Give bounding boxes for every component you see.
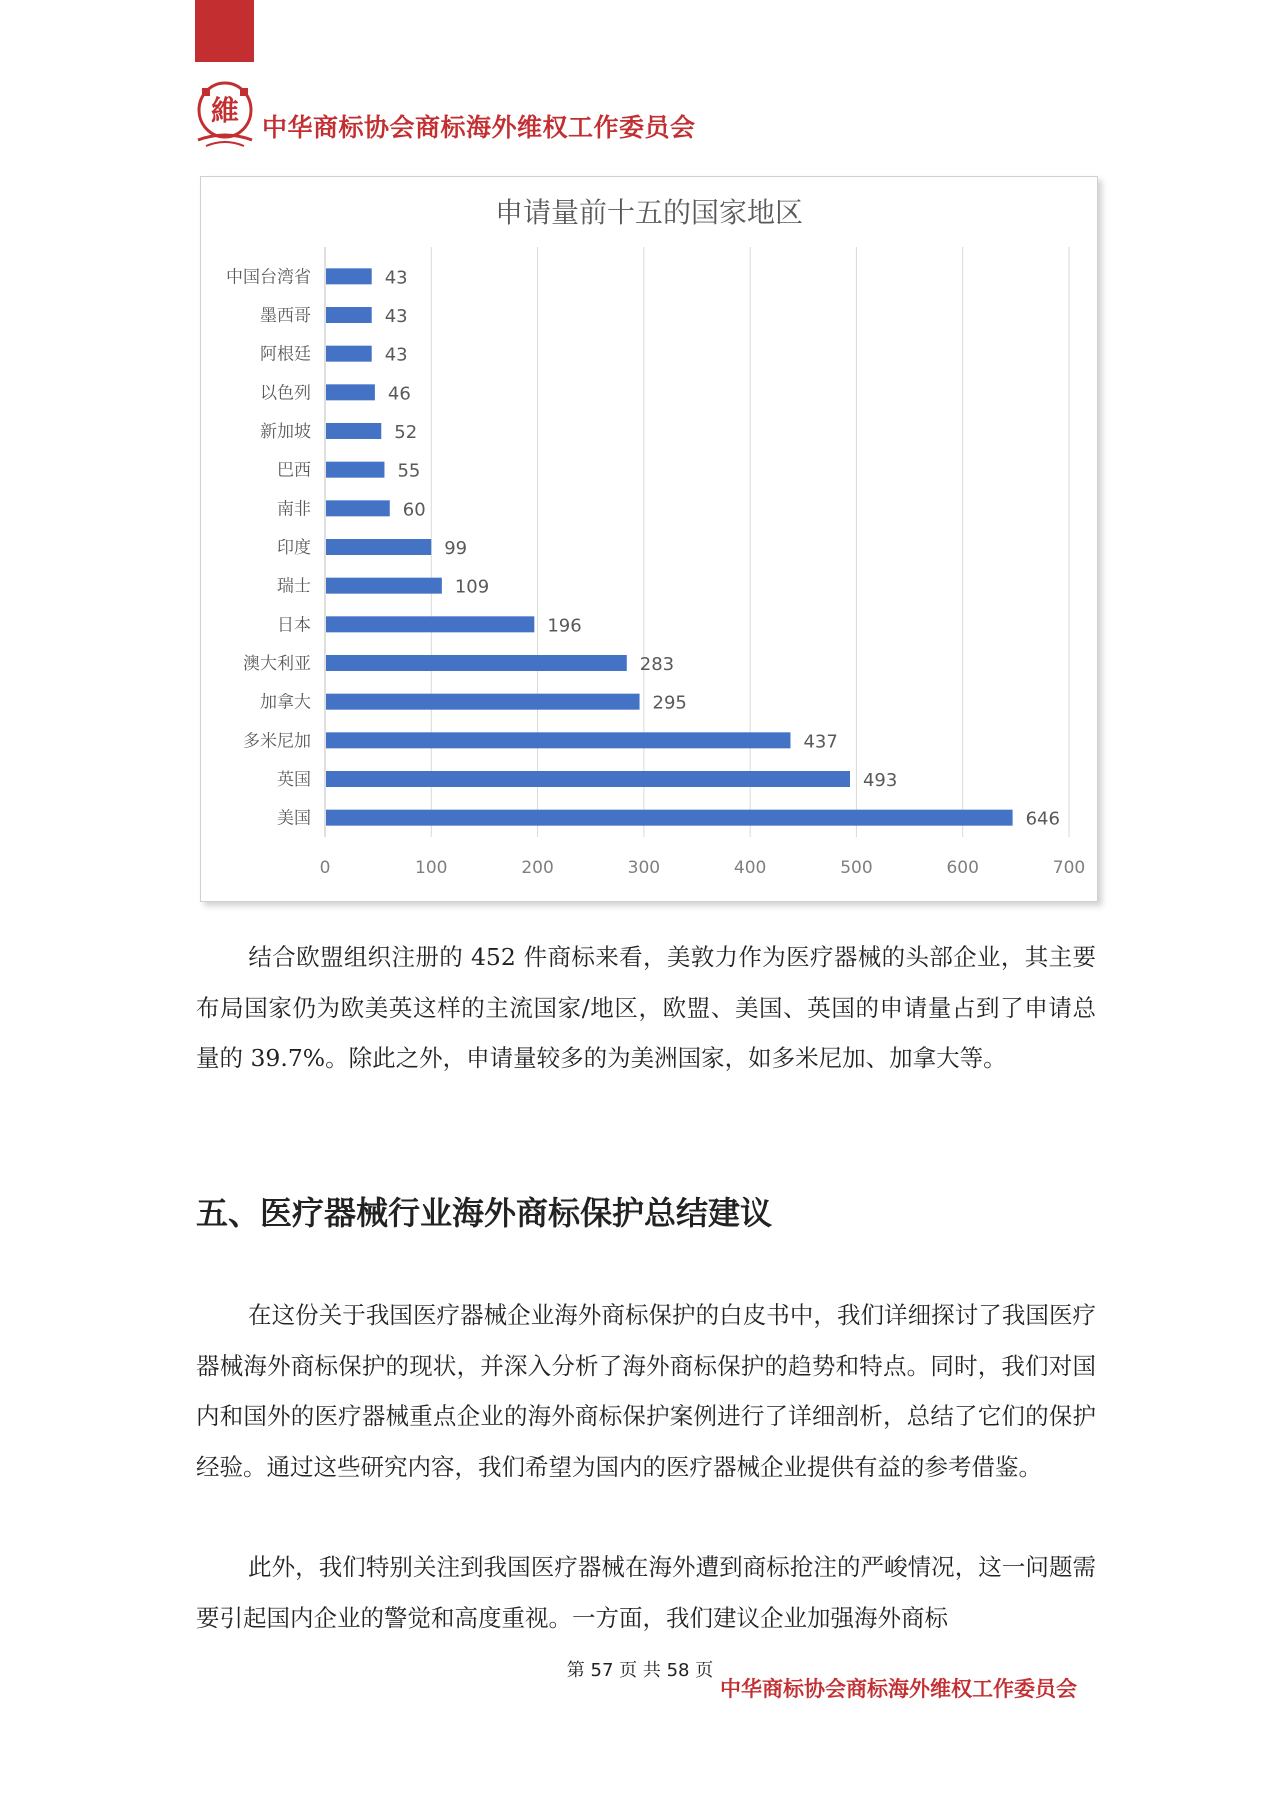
data-label: 43 <box>384 344 408 366</box>
bar <box>326 539 431 555</box>
bar <box>326 810 1013 826</box>
data-label: 60 <box>402 499 426 521</box>
data-label: 493 <box>862 770 898 791</box>
paragraph-1-text: 结合欧盟组织注册的 452 件商标来看，美敦力作为医疗器械的头部企业，其主要布局国家仍为欧美英这样的主流国家/地区，欧盟、美国、英国的申请量占到了申请总量的 39.7%。除此之外，申请量较多的为美洲国家，如多米尼加、加拿大等。 <box>196 943 1096 1072</box>
bar <box>326 268 372 284</box>
bar <box>326 423 381 439</box>
bar <box>326 462 384 478</box>
data-label: 646 <box>1025 808 1060 830</box>
data-label: 43 <box>384 306 408 327</box>
header-red-block <box>195 0 254 62</box>
x-tick-label: 700 <box>1052 858 1086 878</box>
bar <box>326 616 534 632</box>
paragraph-1 <box>196 932 1096 1084</box>
category-label: 多米尼加 <box>243 731 311 752</box>
data-label: 43 <box>384 267 408 289</box>
x-tick-label: 0 <box>319 858 331 878</box>
paragraph-3 <box>196 1542 1096 1643</box>
category-label: 美国 <box>277 808 311 829</box>
section-heading: 五、医疗器械行业海外商标保护总结建议 <box>196 1194 773 1232</box>
category-label: 日本 <box>277 615 311 636</box>
x-tick-label: 300 <box>627 858 661 878</box>
category-label: 中国台湾省 <box>226 267 311 288</box>
data-label: 52 <box>394 422 418 443</box>
category-label: 澳大利亚 <box>243 654 311 674</box>
data-label: 55 <box>397 460 421 482</box>
logo-glyph: 維 <box>210 94 240 127</box>
bar <box>326 732 790 748</box>
footer-org-name: 中华商标协会商标海外维权工作委员会 <box>720 1676 1077 1701</box>
bar <box>326 346 372 362</box>
category-label: 英国 <box>277 770 311 790</box>
x-tick-label: 400 <box>733 858 767 878</box>
data-label: 295 <box>652 692 687 714</box>
bar <box>326 771 850 787</box>
x-tick-label: 200 <box>521 858 554 878</box>
category-label: 墨西哥 <box>260 306 311 326</box>
x-tick-label: 600 <box>946 858 979 878</box>
category-label: 巴西 <box>277 460 311 481</box>
category-label: 阿根廷 <box>260 344 311 365</box>
category-label: 南非 <box>277 499 311 520</box>
category-label: 印度 <box>277 538 311 558</box>
category-label: 加拿大 <box>260 692 311 713</box>
bar <box>326 694 640 710</box>
category-label: 以色列 <box>260 383 311 404</box>
paragraph-2 <box>196 1290 1096 1492</box>
chart-title: 申请量前十五的国家地区 <box>494 196 803 229</box>
data-label: 283 <box>639 654 675 675</box>
data-label: 46 <box>387 383 411 405</box>
data-label: 196 <box>547 615 582 637</box>
paragraph-2-text: 在这份关于我国医疗器械企业海外商标保护的白皮书中，我们详细探讨了我国医疗器械海外商标保护的现状，并深入分析了海外商标保护的趋势和特点。同时，我们对国内和国外的医疗器械重点企业的海外商标保护案例进行了详细剖析，总结了它们的保护经验。通过这些研究内容，我们希望为国内的医疗器械企业提供有益的参考借鉴。 <box>196 1301 1096 1481</box>
chart-plot <box>201 177 1097 901</box>
org-logo-icon <box>196 80 254 148</box>
paragraph-3-text: 此外，我们特别关注到我国医疗器械在海外遭到商标抢注的严峻情况，这一问题需要引起国内企业的警觉和高度重视。一方面，我们建议企业加强海外商标 <box>196 1553 1096 1632</box>
header-org-name: 中华商标协会商标海外维权工作委员会 <box>262 113 696 142</box>
page-number: 第 57 页 共 58 页 <box>566 1660 714 1681</box>
data-label: 99 <box>444 538 468 559</box>
bar <box>326 307 372 323</box>
bar <box>326 500 390 516</box>
bar <box>326 384 375 400</box>
bar <box>326 578 442 594</box>
category-label: 新加坡 <box>260 422 311 442</box>
bar-chart <box>200 176 1098 902</box>
x-tick-label: 500 <box>840 858 873 878</box>
data-label: 109 <box>454 576 490 598</box>
x-tick-label: 100 <box>415 858 448 878</box>
data-label: 437 <box>803 731 838 753</box>
bar <box>326 655 627 671</box>
category-label: 瑞士 <box>277 576 311 597</box>
